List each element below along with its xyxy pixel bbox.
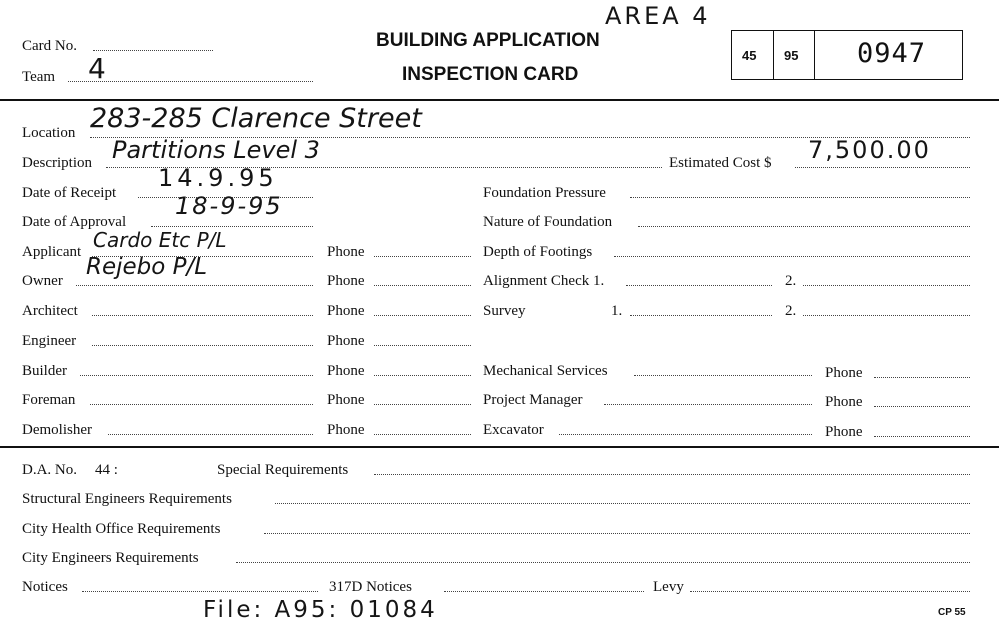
mechanical-services-field[interactable] — [634, 375, 812, 376]
engineer-field[interactable] — [92, 345, 313, 346]
foreman-label: Foreman — [22, 392, 76, 408]
excavator-field[interactable] — [559, 434, 812, 435]
structural-engineers-label: Structural Engineers Requirements — [22, 491, 232, 507]
card-no-label: Card No. — [22, 38, 77, 54]
description-label: Description — [22, 155, 92, 171]
survey-label: Survey — [483, 303, 526, 319]
builder-phone-field[interactable] — [374, 375, 471, 376]
date-receipt-value: 14.9.95 — [158, 164, 278, 192]
location-value: 283-285 Clarence Street — [90, 103, 422, 134]
engineer-phone-label: Phone — [327, 333, 365, 349]
owner-phone-label: Phone — [327, 273, 365, 289]
applicant-label: Applicant — [22, 244, 82, 260]
architect-phone-field[interactable] — [374, 315, 471, 316]
engineer-phone-field[interactable] — [374, 345, 471, 346]
applicant-phone-label: Phone — [327, 244, 365, 260]
applicant-phone-field[interactable] — [374, 256, 471, 257]
section-divider — [0, 99, 999, 101]
location-label: Location — [22, 125, 76, 141]
estimated-cost-label: Estimated Cost $ — [669, 155, 772, 171]
alignment-check-1-field[interactable] — [626, 285, 772, 286]
excavator-label: Excavator — [483, 422, 544, 438]
team-value: 4 — [88, 52, 106, 85]
builder-phone-label: Phone — [327, 363, 365, 379]
applicant-value: Cardo Etc P/L — [93, 228, 227, 252]
mechanical-phone-label: Phone — [825, 365, 863, 381]
depth-footings-label: Depth of Footings — [483, 244, 593, 260]
alignment-check-2-label: 2. — [785, 273, 797, 289]
area-note: AREA 4 — [605, 2, 711, 30]
notices-317d-label: 317D Notices — [329, 579, 412, 595]
foreman-phone-field[interactable] — [374, 404, 471, 405]
reference-box — [731, 30, 963, 80]
estimated-cost-field[interactable] — [795, 167, 970, 168]
reference-box-a: 45 — [742, 48, 757, 63]
date-approval-label: Date of Approval — [22, 214, 127, 230]
notices-field[interactable] — [82, 591, 318, 592]
foreman-phone-label: Phone — [327, 392, 365, 408]
architect-field[interactable] — [92, 315, 313, 316]
survey-2-field[interactable] — [803, 315, 970, 316]
notices-label: Notices — [22, 579, 68, 595]
notices-317d-field[interactable] — [444, 591, 644, 592]
architect-label: Architect — [22, 303, 78, 319]
demolisher-field[interactable] — [108, 434, 313, 435]
da-no-value: 44 : — [95, 462, 118, 478]
nature-foundation-field[interactable] — [638, 226, 970, 227]
reference-box-b: 95 — [784, 48, 799, 63]
da-no-label: D.A. No. — [22, 462, 77, 478]
builder-label: Builder — [22, 363, 67, 379]
project-manager-phone-label: Phone — [825, 394, 863, 410]
mechanical-phone-field[interactable] — [874, 377, 970, 378]
depth-footings-field[interactable] — [614, 256, 970, 257]
levy-field[interactable] — [690, 591, 970, 592]
special-requirements-label: Special Requirements — [217, 462, 349, 478]
form-title-line2: INSPECTION CARD — [402, 64, 579, 85]
team-label: Team — [22, 69, 56, 85]
survey-1-label: 1. — [611, 303, 623, 319]
date-approval-field[interactable] — [151, 226, 313, 227]
survey-1-field[interactable] — [630, 315, 772, 316]
levy-label: Levy — [653, 579, 684, 595]
project-manager-label: Project Manager — [483, 392, 583, 408]
architect-phone-label: Phone — [327, 303, 365, 319]
owner-value: Rejebo P/L — [86, 254, 208, 280]
city-engineers-label: City Engineers Requirements — [22, 550, 199, 566]
excavator-phone-label: Phone — [825, 424, 863, 440]
engineer-label: Engineer — [22, 333, 77, 349]
alignment-check-2-field[interactable] — [803, 285, 970, 286]
mechanical-services-label: Mechanical Services — [483, 363, 608, 379]
demolisher-phone-field[interactable] — [374, 434, 471, 435]
alignment-check-label: Alignment Check 1. — [483, 273, 605, 289]
builder-field[interactable] — [80, 375, 313, 376]
owner-label: Owner — [22, 273, 63, 289]
description-value: Partitions Level 3 — [112, 136, 320, 164]
estimated-cost-value: 7,500.00 — [808, 136, 931, 164]
date-receipt-label: Date of Receipt — [22, 185, 117, 201]
demolisher-label: Demolisher — [22, 422, 92, 438]
section-divider — [0, 446, 999, 448]
reference-box-divider — [773, 30, 774, 80]
owner-phone-field[interactable] — [374, 285, 471, 286]
city-engineers-field[interactable] — [236, 562, 970, 563]
foreman-field[interactable] — [90, 404, 313, 405]
nature-foundation-label: Nature of Foundation — [483, 214, 613, 230]
excavator-phone-field[interactable] — [874, 436, 970, 437]
card-no-field[interactable] — [93, 50, 213, 51]
project-manager-phone-field[interactable] — [874, 406, 970, 407]
city-health-label: City Health Office Requirements — [22, 521, 221, 537]
file-note: File: A95: 01084 — [203, 597, 438, 623]
owner-field[interactable] — [76, 285, 313, 286]
reference-number: 0947 — [857, 38, 927, 69]
foundation-pressure-field[interactable] — [630, 197, 970, 198]
city-health-field[interactable] — [264, 533, 970, 534]
demolisher-phone-label: Phone — [327, 422, 365, 438]
reference-box-divider — [814, 30, 815, 80]
date-approval-value: 18-9-95 — [175, 192, 283, 220]
project-manager-field[interactable] — [604, 404, 812, 405]
form-title-line1: BUILDING APPLICATION — [376, 30, 600, 51]
form-code: CP 55 — [938, 607, 966, 618]
special-requirements-field[interactable] — [374, 474, 970, 475]
structural-engineers-field[interactable] — [275, 503, 970, 504]
foundation-pressure-label: Foundation Pressure — [483, 185, 606, 201]
survey-2-label: 2. — [785, 303, 797, 319]
